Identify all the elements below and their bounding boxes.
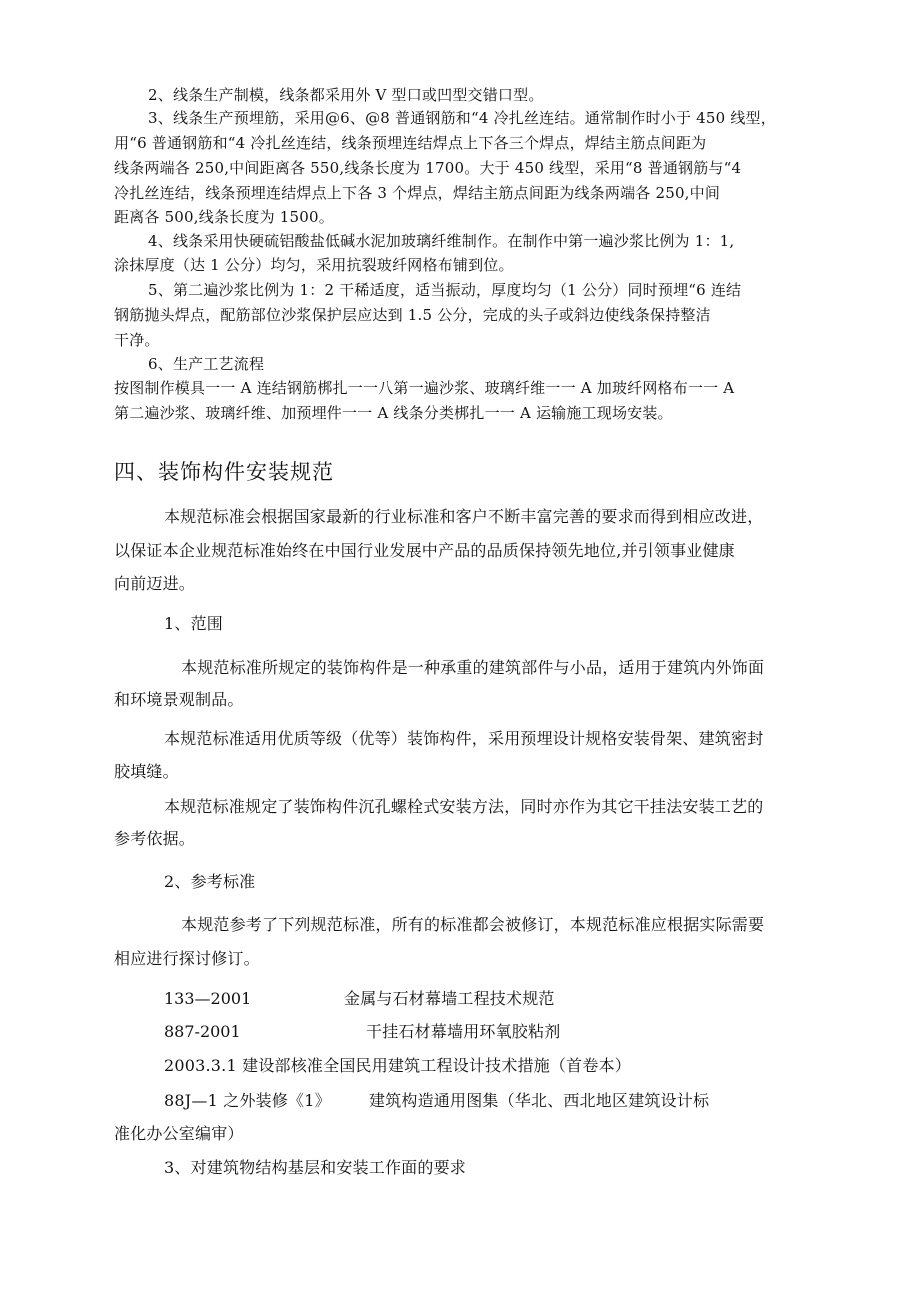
process-item-4-line-1: 4、线条采用快硬硫铝酸盐低碱水泥加玻璃纤维制作。在制作中第一遍沙浆比例为 1：1, [148,232,735,250]
reference-title: 金属与石材幕墙工程技术规范 [344,989,555,1008]
reference-code: 88J—1 之外装修《1》 [164,1091,331,1110]
scope-p1-line-1: 本规范标准所规定的装饰构件是一种承重的建筑部件与小品，适用于建筑内外饰面 [181,658,765,677]
scope-p3-line-2: 参考依据。 [114,829,196,848]
process-item-5-line-1: 5、第二遍沙浆比例为 1：2 干稀适度，适当振动，厚度均匀（1 公分）同时预埋“6 连结 [148,281,742,299]
reference-line-3: 2003.3.1 建设部核准全国民用建筑工程设计技术措施（首卷本） [164,1056,631,1075]
process-item-5-line-2: 钢筋抛头焊点，配筋部位沙浆保护层应达到 1.5 公分，完成的头子或斜边使线条保持整洁 [114,306,711,324]
references-title: 2、参考标准 [164,872,256,891]
references-intro-line-2: 相应进行探讨修订。 [114,949,260,968]
intro-line-3: 向前迈进。 [114,574,196,593]
reference-code: 887-2001 [164,1022,241,1041]
reference-title: 建筑构造通用图集（华北、西北地区建筑设计标 [369,1091,710,1110]
process-item-6-title: 6、生产工艺流程 [148,355,265,373]
process-item-3-line-1: 3、线条生产预埋筋，采用@6、@8 普通钢筋和“4 冷扎丝连结。通常制作时小于 450 线型， [148,109,776,127]
scope-p2-line-2: 胶填缝。 [114,762,179,781]
process-item-5-line-3: 干净。 [114,331,160,349]
intro-line-2: 以保证本企业规范标准始终在中国行业发展中产品的品质保持领先地位,并引领事业健康 [114,541,735,560]
scope-title: 1、范围 [164,614,223,633]
process-item-4-line-2: 涂抹厚度（达 1 公分）均匀，采用抗裂玻纤网格布铺到位。 [114,256,514,274]
references-intro-line-1: 本规范参考了下列规范标准，所有的标准都会被修订，本规范标准应根据实际需要 [181,915,765,934]
process-item-3-line-3: 线条两端各 250,中间距离各 550,线条长度为 1700。大于 450 线型，采用“8 普通钢筋与“4 [114,159,742,177]
process-item-2: 2、线条生产制模，线条都采用外 V 型口或凹型交错口型。 [148,86,544,104]
scope-p1-line-2: 和环境景观制品。 [114,690,244,709]
reference-title-continued: 准化办公室编审） [114,1124,244,1143]
process-item-3-line-5: 距离各 500,线条长度为 1500。 [114,208,334,226]
reference-title: 干挂石材幕墙用环氧胶粘剂 [366,1022,561,1041]
scope-p2-line-1: 本规范标准适用优质等级（优等）装饰构件，采用预埋设计规格安装骨架、建筑密封 [164,729,764,748]
process-flow-line-1: 按图制作模具一一 A 连结钢筋梆扎一一八第一遍沙浆、玻璃纤维一一 A 加玻纤网格布一一 A [114,379,735,397]
scope-p3-line-1: 本规范标准规定了装饰构件沉孔螺栓式安装方法，同时亦作为其它干挂法安装工艺的 [164,797,764,816]
intro-line-1: 本规范标准会根据国家最新的行业标准和客户不断丰富完善的要求而得到相应改进， [164,507,764,526]
requirements-title: 3、对建筑物结构基层和安装工作面的要求 [164,1158,466,1177]
process-item-3-line-4: 冷扎丝连结，线条预埋连结焊点上下各 3 个焊点，焊结主筋点间距为线条两端各 250,中间 [114,184,721,202]
section-heading: 四、装饰构件安装规范 [114,460,334,484]
reference-code: 133—2001 [164,989,252,1008]
process-item-3-line-2: 用“6 普通钢筋和“4 冷扎丝连结，线条预埋连结焊点上下各三个焊点，焊结主筋点间距为 [114,134,707,152]
process-flow-line-2: 第二遍沙浆、玻璃纤维、加预埋件一一 A 线条分类梆扎一一 A 运输施工现场安装。 [114,404,673,422]
